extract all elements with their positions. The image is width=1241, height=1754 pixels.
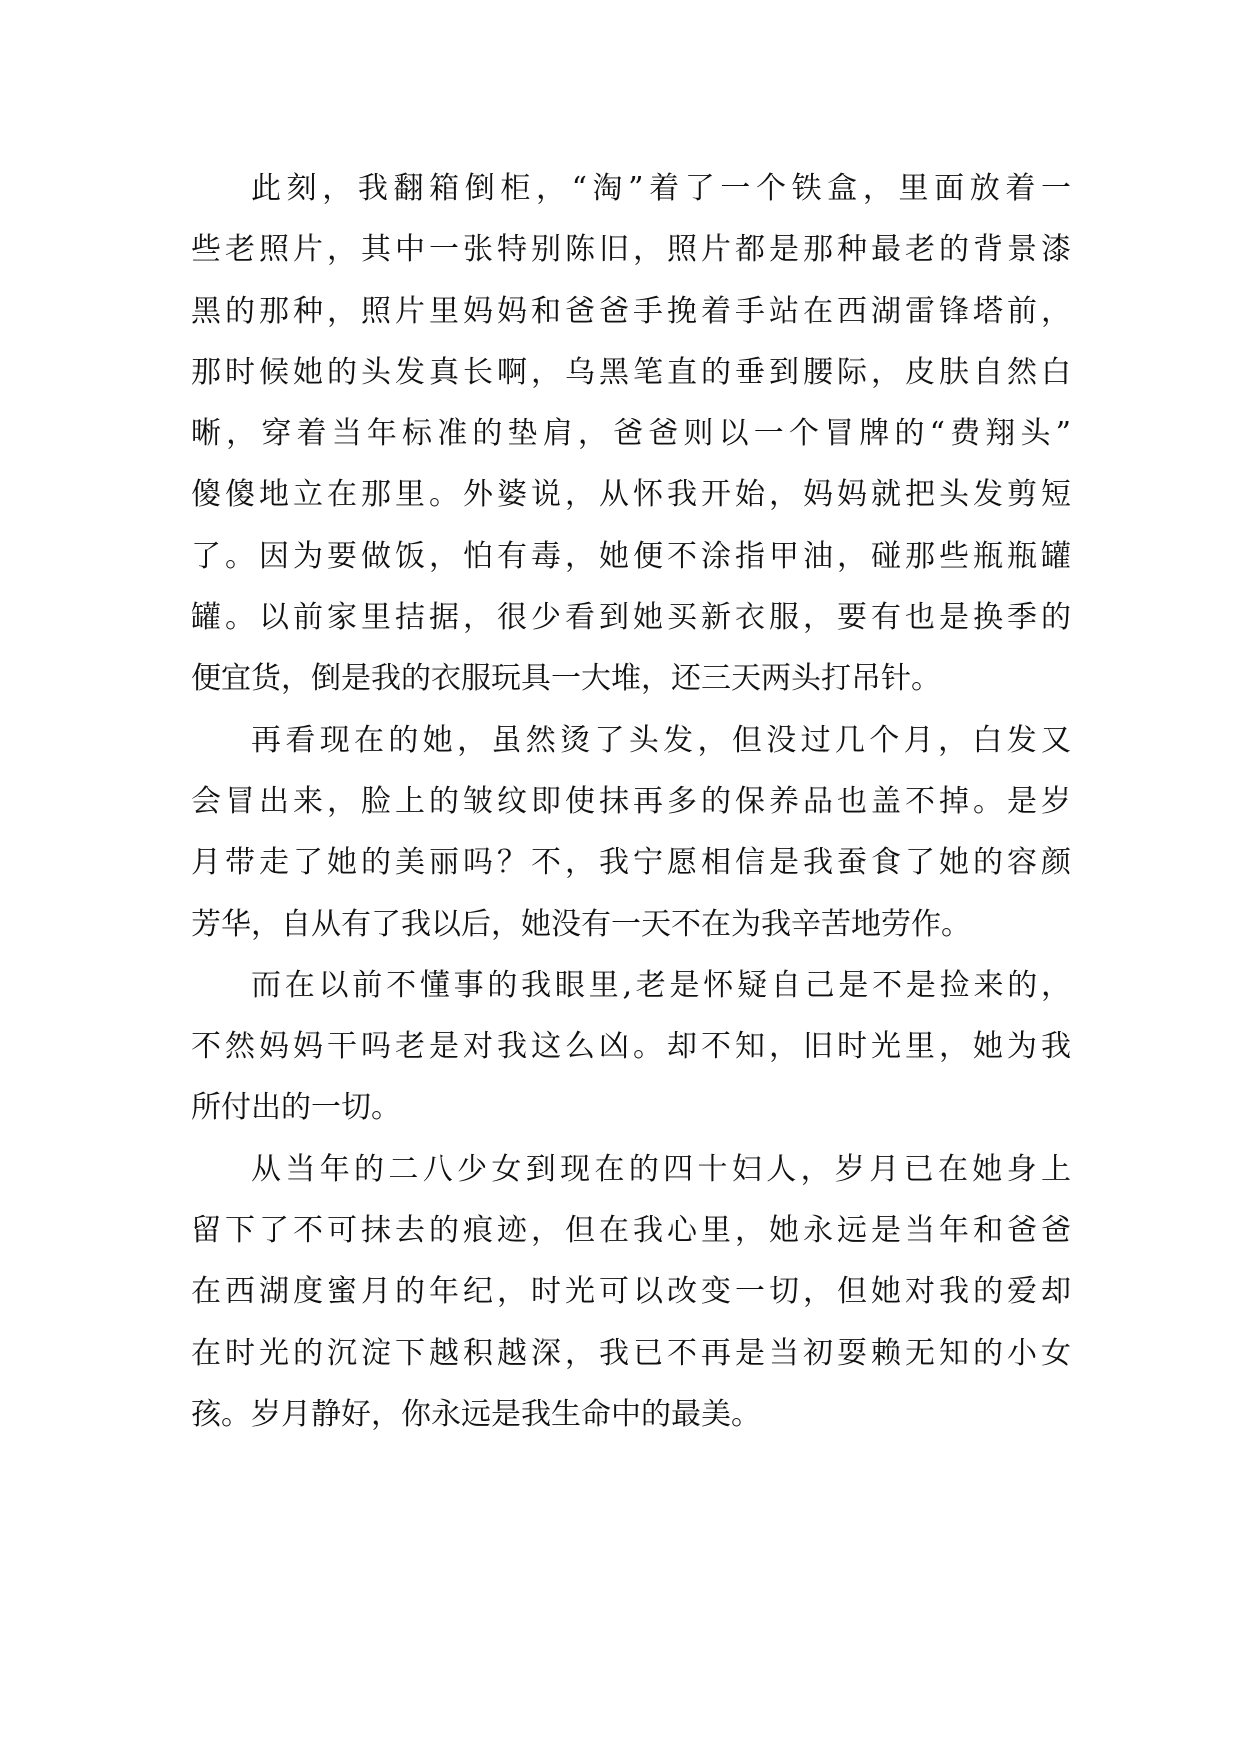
- text-line: 了。因为要做饭，怕有毒，她便不涂指甲油，碰那些瓶瓶罐: [191, 538, 1071, 574]
- text-line: 孩。岁月静好，你永远是我生命中的最美。: [191, 1396, 761, 1432]
- text-line: 在西湖度蜜月的年纪，时光可以改变一切，但她对我的爱却: [191, 1274, 1071, 1310]
- paragraph-1: [191, 158, 1071, 710]
- text-line: 些老照片，其中一张特别陈旧，照片都是那种最老的背景漆: [191, 232, 1071, 268]
- text-line: 留下了不可抹去的痕迹，但在我心里，她永远是当年和爸爸: [191, 1213, 1071, 1249]
- text-line: 月带走了她的美丽吗？不，我宁愿相信是我蚕食了她的容颜: [191, 845, 1071, 881]
- text-line: 晰，穿着当年标准的垫肩，爸爸则以一个冒牌的“费翔头”: [191, 416, 1071, 452]
- paragraph-3: [191, 955, 1071, 1139]
- text-line: 再看现在的她，虽然烫了头发，但没过几个月，白发又: [251, 722, 1071, 758]
- text-line: 黑的那种，照片里妈妈和爸爸手挽着手站在西湖雷锋塔前，: [191, 293, 1071, 329]
- text-line: 罐。以前家里拮据，很少看到她买新衣服，要有也是换季的: [191, 600, 1071, 636]
- paragraph-2: [191, 710, 1071, 955]
- text-line: 那时候她的头发真长啊，乌黑笔直的垂到腰际，皮肤自然白: [191, 354, 1071, 390]
- text-line: 所付出的一切。: [191, 1090, 401, 1126]
- text-line: 傻傻地立在那里。外婆说，从怀我开始，妈妈就把头发剪短: [191, 477, 1071, 513]
- text-line: 不然妈妈干吗老是对我这么凶。却不知，旧时光里，她为我: [191, 1029, 1071, 1065]
- paragraph-4: [191, 1139, 1071, 1445]
- essay-body: [191, 158, 1071, 1445]
- text-line: 会冒出来，脸上的皱纹即使抹再多的保养品也盖不掉。是岁: [191, 783, 1071, 819]
- text-line: 从当年的二八少女到现在的四十妇人，岁月已在她身上: [251, 1151, 1071, 1187]
- text-line: 而在以前不懂事的我眼里,老是怀疑自己是不是捡来的，: [251, 967, 1071, 1003]
- text-line: 芳华，自从有了我以后，她没有一天不在为我辛苦地劳作。: [191, 906, 971, 942]
- text-line: 此刻，我翻箱倒柜，“淘”着了一个铁盒，里面放着一: [251, 171, 1071, 206]
- text-line: 在时光的沉淀下越积越深，我已不再是当初耍赖无知的小女: [191, 1335, 1071, 1371]
- text-line: 便宜货，倒是我的衣服玩具一大堆，还三天两头打吊针。: [191, 661, 941, 697]
